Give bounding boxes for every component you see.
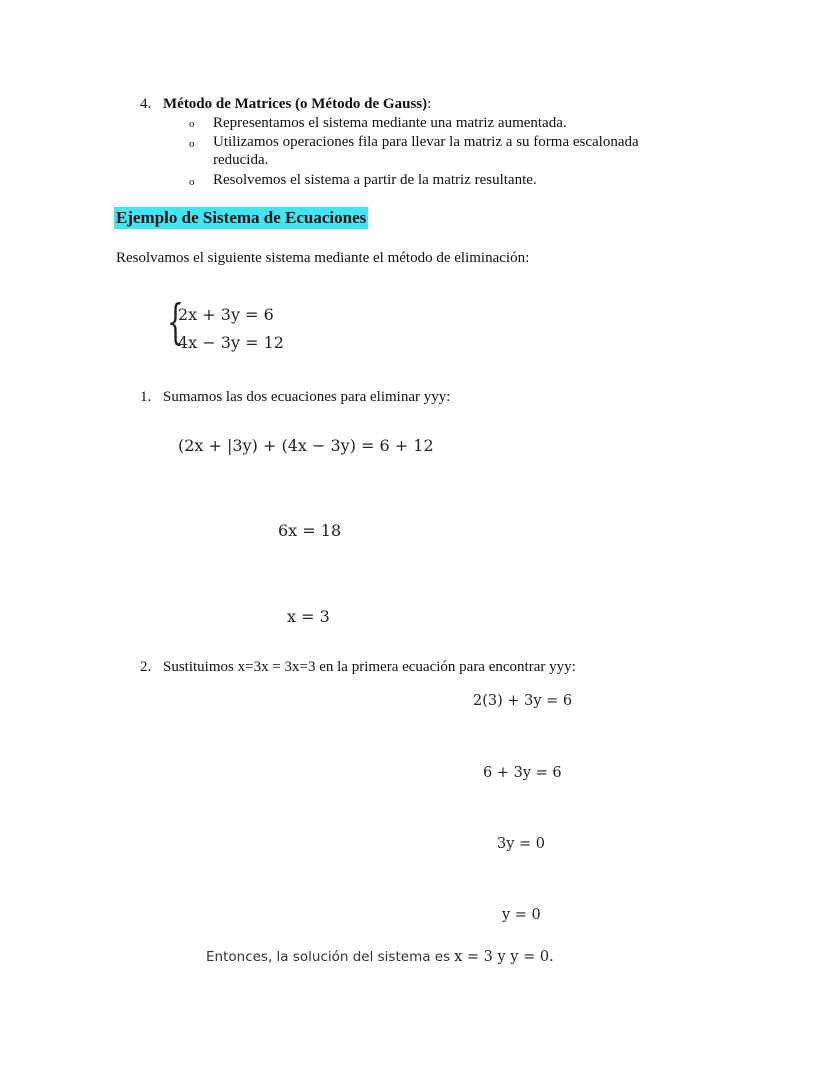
- left-brace-icon: {: [167, 294, 184, 350]
- bullet-item: Utilizamos operaciones fila para llevar la matriz a su forma escalonada: [213, 134, 639, 150]
- step-text: Sustituimos x=3x = 3x=3 en la primera ecuación para encontrar yyy:: [163, 659, 576, 675]
- bullet-item: Representamos el sistema mediante una matriz aumentada.: [213, 115, 567, 131]
- section-number: 4.: [140, 96, 152, 112]
- bullet-item: Resolvemos el sistema a partir de la matriz resultante.: [213, 172, 537, 188]
- bullet-icon: o: [189, 118, 195, 130]
- bullet-icon: o: [189, 176, 195, 188]
- bullet-item-continuation: reducida.: [213, 152, 269, 168]
- step1-equation: 6x = 18: [278, 521, 342, 540]
- step1-equation: (2x + |3y) + (4x − 3y) = 6 + 12: [178, 436, 434, 455]
- section-title-text: Método de Matrices (o Método de Gauss): [163, 96, 428, 112]
- section-title: [163, 96, 431, 113]
- example-heading: Ejemplo de Sistema de Ecuaciones: [116, 208, 367, 227]
- conclusion-solution: x = 3 y y = 0.: [454, 949, 554, 965]
- step-number: 1.: [140, 389, 152, 405]
- step2-equation: y = 0: [502, 907, 541, 923]
- step2-equation: 6 + 3y = 6: [483, 765, 562, 781]
- conclusion-text: Entonces, la solución del sistema es: [206, 949, 451, 965]
- bullet-icon: o: [189, 138, 195, 150]
- system-equation: 4x − 3y = 12: [178, 333, 284, 352]
- conclusion: [206, 948, 554, 966]
- section-title-suffix: :: [427, 96, 432, 112]
- system-equation: 2x + 3y = 6: [178, 305, 274, 324]
- step1-equation: x = 3: [287, 607, 330, 626]
- step2-equation: 3y = 0: [497, 836, 546, 852]
- step2-equation: 2(3) + 3y = 6: [473, 693, 573, 709]
- example-intro: Resolvamos el siguiente sistema mediante el método de eliminación:: [116, 250, 530, 266]
- step-number: 2.: [140, 659, 152, 675]
- step-text: Sumamos las dos ecuaciones para eliminar yyy:: [163, 389, 451, 405]
